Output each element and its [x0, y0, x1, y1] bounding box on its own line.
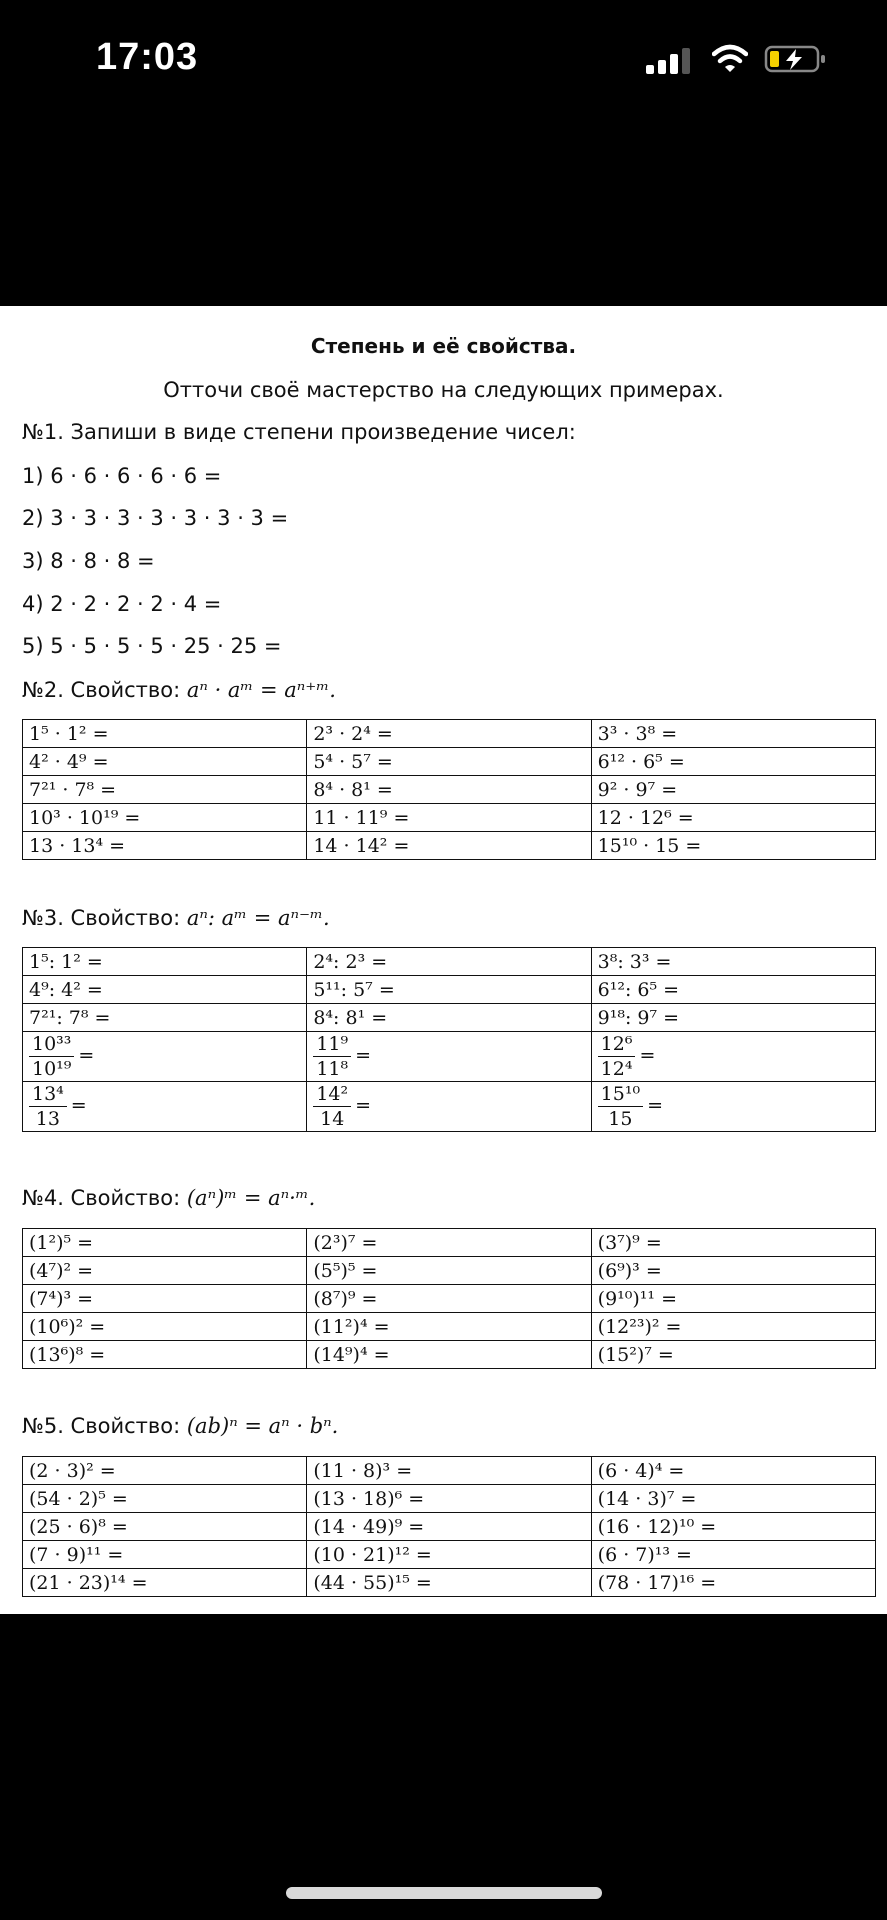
table-cell: 9¹⁸: 9⁷ = [591, 1004, 875, 1032]
task5-heading [22, 1414, 338, 1438]
table-row [23, 1541, 876, 1569]
fraction [29, 1032, 74, 1081]
table-cell: 5⁴ · 5⁷ = [307, 748, 591, 776]
table-cell: (16 · 12)¹⁰ = [591, 1513, 875, 1541]
table-cell: 6¹²: 6⁵ = [591, 976, 875, 1004]
fraction-cell [23, 1032, 307, 1082]
table-row [23, 1513, 876, 1541]
table-cell: (8⁷)⁹ = [307, 1285, 591, 1313]
table-row [23, 1485, 876, 1513]
task3-table [22, 947, 876, 1132]
table-row [23, 1229, 876, 1257]
fraction [313, 1082, 351, 1131]
table-cell: 11 · 11⁹ = [307, 804, 591, 832]
equals-sign: = [647, 1094, 663, 1117]
table-cell: (5⁵)⁵ = [307, 1257, 591, 1285]
table-row [23, 1004, 876, 1032]
task1-item: 1) 6 · 6 · 6 · 6 · 6 = [22, 464, 222, 488]
table-cell: (10⁶)² = [23, 1313, 307, 1341]
table-cell: (6 · 4)⁴ = [591, 1457, 875, 1485]
table-row [23, 804, 876, 832]
table-cell: (54 · 2)⁵ = [23, 1485, 307, 1513]
table-cell: (2 · 3)² = [23, 1457, 307, 1485]
table-cell: (10 · 21)¹² = [307, 1541, 591, 1569]
table-cell: (6⁹)³ = [591, 1257, 875, 1285]
task1-item: 5) 5 · 5 · 5 · 5 · 25 · 25 = [22, 634, 282, 658]
table-cell: (7 · 9)¹¹ = [23, 1541, 307, 1569]
table-cell: 7²¹: 7⁸ = [23, 1004, 307, 1032]
equals-sign: = [355, 1044, 372, 1067]
table-row [23, 720, 876, 748]
table-cell: 13 · 13⁴ = [23, 832, 307, 860]
fraction-cell [591, 1082, 875, 1132]
table-row [23, 1457, 876, 1485]
table-cell: (9¹⁰)¹¹ = [591, 1285, 875, 1313]
table-row [23, 1569, 876, 1597]
table-cell: 8⁴: 8¹ = [307, 1004, 591, 1032]
table-cell: 1⁵ · 1² = [23, 720, 307, 748]
table-cell: 5¹¹: 5⁷ = [307, 976, 591, 1004]
table-cell: (3⁷)⁹ = [591, 1229, 875, 1257]
table-cell: (7⁴)³ = [23, 1285, 307, 1313]
table-cell: 4⁹: 4² = [23, 976, 307, 1004]
table-cell: 7²¹ · 7⁸ = [23, 776, 307, 804]
equals-sign: = [355, 1094, 372, 1117]
table-cell: (11²)⁴ = [307, 1313, 591, 1341]
table-cell: 2⁴: 2³ = [307, 948, 591, 976]
fraction-denominator: 13 [35, 1108, 60, 1130]
table-cell: (2³)⁷ = [307, 1229, 591, 1257]
fraction-denominator: 14 [320, 1108, 345, 1130]
task3-formula: aⁿ: aᵐ = aⁿ⁻ᵐ. [186, 906, 330, 930]
table-row [23, 1313, 876, 1341]
equals-sign: = [70, 1094, 87, 1117]
task5-heading-text: №5. Свойство: [22, 1414, 181, 1438]
equals-sign: = [78, 1044, 95, 1067]
worksheet-subtitle: Отточи своё мастерство на следующих примерах. [163, 378, 724, 402]
fraction-numerator: 10³³ [29, 1032, 74, 1057]
table-cell: (6 · 7)¹³ = [591, 1541, 875, 1569]
fraction-cell [23, 1082, 307, 1132]
status-time: 17:03 [96, 36, 199, 78]
task3-heading [22, 906, 330, 930]
fraction-denominator: 10¹⁹ [32, 1058, 72, 1080]
fraction-denominator: 15 [608, 1108, 633, 1130]
worksheet-page [0, 306, 887, 1614]
table-cell: 4² · 4⁹ = [23, 748, 307, 776]
table-cell: 9² · 9⁷ = [591, 776, 875, 804]
table-row [23, 976, 876, 1004]
battery-charging-icon [764, 44, 826, 74]
table-cell: (12²³)² = [591, 1313, 875, 1341]
table-cell: (14⁹)⁴ = [307, 1341, 591, 1369]
task2-table [22, 719, 876, 860]
table-cell: (1²)⁵ = [23, 1229, 307, 1257]
table-cell: 14 · 14² = [307, 832, 591, 860]
fraction [29, 1082, 67, 1131]
task4-heading [22, 1186, 315, 1210]
table-cell: (4⁷)² = [23, 1257, 307, 1285]
fraction [598, 1082, 643, 1131]
table-row [23, 1032, 876, 1082]
task4-formula: (aⁿ)ᵐ = aⁿ·ᵐ. [186, 1186, 316, 1210]
table-row [23, 832, 876, 860]
table-cell: (13 · 18)⁶ = [307, 1485, 591, 1513]
status-bar [0, 0, 887, 120]
table-cell: (14 · 3)⁷ = [591, 1485, 875, 1513]
table-cell: (11 · 8)³ = [307, 1457, 591, 1485]
table-row [23, 1082, 876, 1132]
task1-heading: №1. Запиши в виде степени произведение чисел: [22, 420, 576, 444]
table-cell: (25 · 6)⁸ = [23, 1513, 307, 1541]
task3-heading-text: №3. Свойство: [22, 906, 181, 930]
table-cell: 1⁵: 1² = [23, 948, 307, 976]
task5-table [22, 1456, 876, 1597]
fraction-denominator: 12⁴ [600, 1058, 633, 1080]
table-cell: 15¹⁰ · 15 = [591, 832, 875, 860]
task4-table [22, 1228, 876, 1369]
table-row [23, 748, 876, 776]
equals-sign: = [639, 1044, 656, 1067]
task4-heading-text: №4. Свойство: [22, 1186, 181, 1210]
table-cell: 2³ · 2⁴ = [307, 720, 591, 748]
task1-item: 2) 3 · 3 · 3 · 3 · 3 · 3 · 3 = [22, 506, 289, 530]
fraction-numerator: 14² [313, 1082, 351, 1107]
task2-heading-text: №2. Свойство: [22, 678, 181, 702]
table-cell: (13⁶)⁸ = [23, 1341, 307, 1369]
fraction [598, 1032, 636, 1081]
home-indicator[interactable] [286, 1887, 602, 1899]
table-row [23, 1285, 876, 1313]
table-row [23, 1257, 876, 1285]
table-cell: 10³ · 10¹⁹ = [23, 804, 307, 832]
table-cell: (78 · 17)¹⁶ = [591, 1569, 875, 1597]
task2-formula: aⁿ · aᵐ = aⁿ⁺ᵐ. [186, 678, 336, 702]
wifi-icon [712, 44, 748, 74]
fraction-numerator: 12⁶ [598, 1032, 636, 1057]
task1-item: 4) 2 · 2 · 2 · 2 · 4 = [22, 592, 222, 616]
fraction-numerator: 15¹⁰ [598, 1082, 643, 1107]
fraction [313, 1032, 351, 1081]
table-row [23, 776, 876, 804]
table-cell: 3³ · 3⁸ = [591, 720, 875, 748]
table-cell: (15²)⁷ = [591, 1341, 875, 1369]
table-row [23, 948, 876, 976]
table-cell: (14 · 49)⁹ = [307, 1513, 591, 1541]
table-cell: (21 · 23)¹⁴ = [23, 1569, 307, 1597]
fraction-cell [591, 1032, 875, 1082]
table-cell: 8⁴ · 8¹ = [307, 776, 591, 804]
cellular-signal-icon [646, 48, 694, 74]
fraction-numerator: 11⁹ [313, 1032, 351, 1057]
task1-item: 3) 8 · 8 · 8 = [22, 549, 155, 573]
table-cell: 6¹² · 6⁵ = [591, 748, 875, 776]
table-cell: (44 · 55)¹⁵ = [307, 1569, 591, 1597]
fraction-denominator: 11⁸ [316, 1058, 349, 1080]
table-row [23, 1341, 876, 1369]
fraction-cell [307, 1082, 591, 1132]
task2-heading [22, 678, 336, 702]
worksheet-title: Степень и её свойства. [310, 334, 577, 358]
table-cell: 12 · 12⁶ = [591, 804, 875, 832]
fraction-numerator: 13⁴ [29, 1082, 67, 1107]
task5-formula: (ab)ⁿ = aⁿ · bⁿ. [186, 1414, 339, 1438]
fraction-cell [307, 1032, 591, 1082]
table-cell: 3⁸: 3³ = [591, 948, 875, 976]
